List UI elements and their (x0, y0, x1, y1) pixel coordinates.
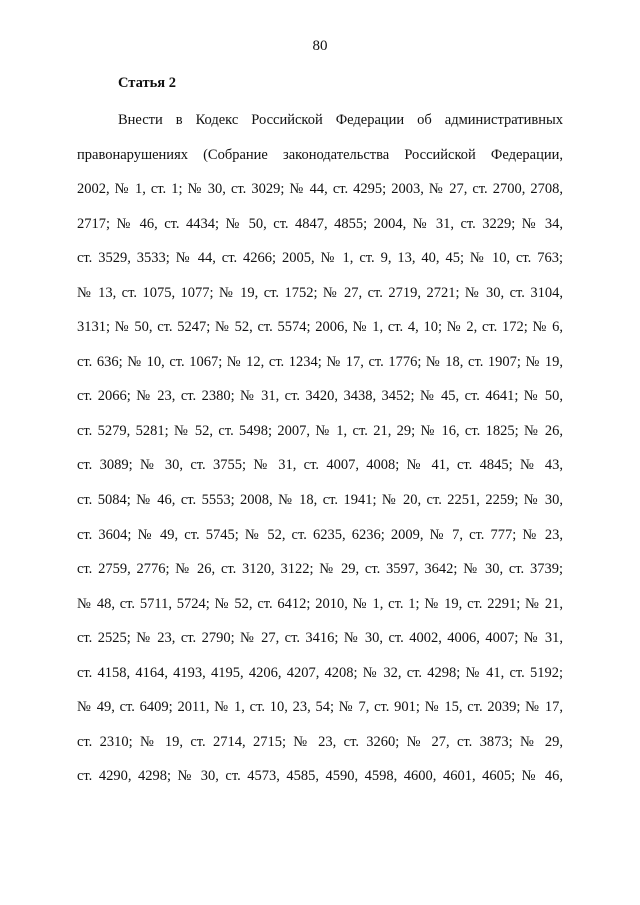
text-line: 2002, № 1, ст. 1; № 30, ст. 3029; № 44, ст. 4295; 2003, № 27, ст. 2700, 2708, (77, 181, 563, 198)
text-line: ст. 4158, 4164, 4193, 4195, 4206, 4207, 4208; № 32, ст. 4298; № 41, ст. 5192; (77, 664, 563, 681)
text-line: ст. 3529, 3533; № 44, ст. 4266; 2005, № 1, ст. 9, 13, 40, 45; № 10, ст. 763; (77, 250, 563, 267)
text-line: ст. 3604; № 49, ст. 5745; № 52, ст. 6235, 6236; 2009, № 7, ст. 777; № 23, (77, 526, 563, 543)
text-line: № 48, ст. 5711, 5724; № 52, ст. 6412; 2010, № 1, ст. 1; № 19, ст. 2291; № 21, (77, 595, 563, 612)
text-line: Внести в Кодекс Российской Федерации об административных (118, 112, 563, 128)
article-body (77, 110, 563, 801)
text-line: ст. 2759, 2776; № 26, ст. 3120, 3122; № 29, ст. 3597, 3642; № 30, ст. 3739; (77, 561, 563, 578)
text-line: № 49, ст. 6409; 2011, № 1, ст. 10, 23, 54; № 7, ст. 901; № 15, ст. 2039; № 17, (77, 699, 563, 716)
text-line: № 13, ст. 1075, 1077; № 19, ст. 1752; № 27, ст. 2719, 2721; № 30, ст. 3104, (77, 284, 563, 301)
text-line: 2717; № 46, ст. 4434; № 50, ст. 4847, 4855; 2004, № 31, ст. 3229; № 34, (77, 215, 563, 232)
text-line: ст. 2525; № 23, ст. 2790; № 27, ст. 3416; № 30, ст. 4002, 4006, 4007; № 31, (77, 630, 563, 647)
text-line: правонарушениях (Собрание законодательства Российской Федерации, (77, 146, 563, 163)
text-line: ст. 2310; № 19, ст. 2714, 2715; № 23, ст. 3260; № 27, ст. 3873; № 29, (77, 733, 563, 750)
text-line: ст. 636; № 10, ст. 1067; № 12, ст. 1234; № 17, ст. 1776; № 18, ст. 1907; № 19, (77, 353, 563, 370)
text-line: ст. 2066; № 23, ст. 2380; № 31, ст. 3420, 3438, 3452; № 45, ст. 4641; № 50, (77, 388, 563, 405)
article-heading: Статья 2 (118, 75, 176, 91)
text-line: ст. 5279, 5281; № 52, ст. 5498; 2007, № 1, ст. 21, 29; № 16, ст. 1825; № 26, (77, 422, 563, 439)
text-line: ст. 3089; № 30, ст. 3755; № 31, ст. 4007, 4008; № 41, ст. 4845; № 43, (77, 457, 563, 474)
text-line: ст. 5084; № 46, ст. 5553; 2008, № 18, ст. 1941; № 20, ст. 2251, 2259; № 30, (77, 492, 563, 509)
text-line: 3131; № 50, ст. 5247; № 52, ст. 5574; 2006, № 1, ст. 4, 10; № 2, ст. 172; № 6, (77, 319, 563, 336)
text-line: ст. 4290, 4298; № 30, ст. 4573, 4585, 4590, 4598, 4600, 4601, 4605; № 46, (77, 768, 563, 785)
page-number: 80 (312, 38, 328, 54)
